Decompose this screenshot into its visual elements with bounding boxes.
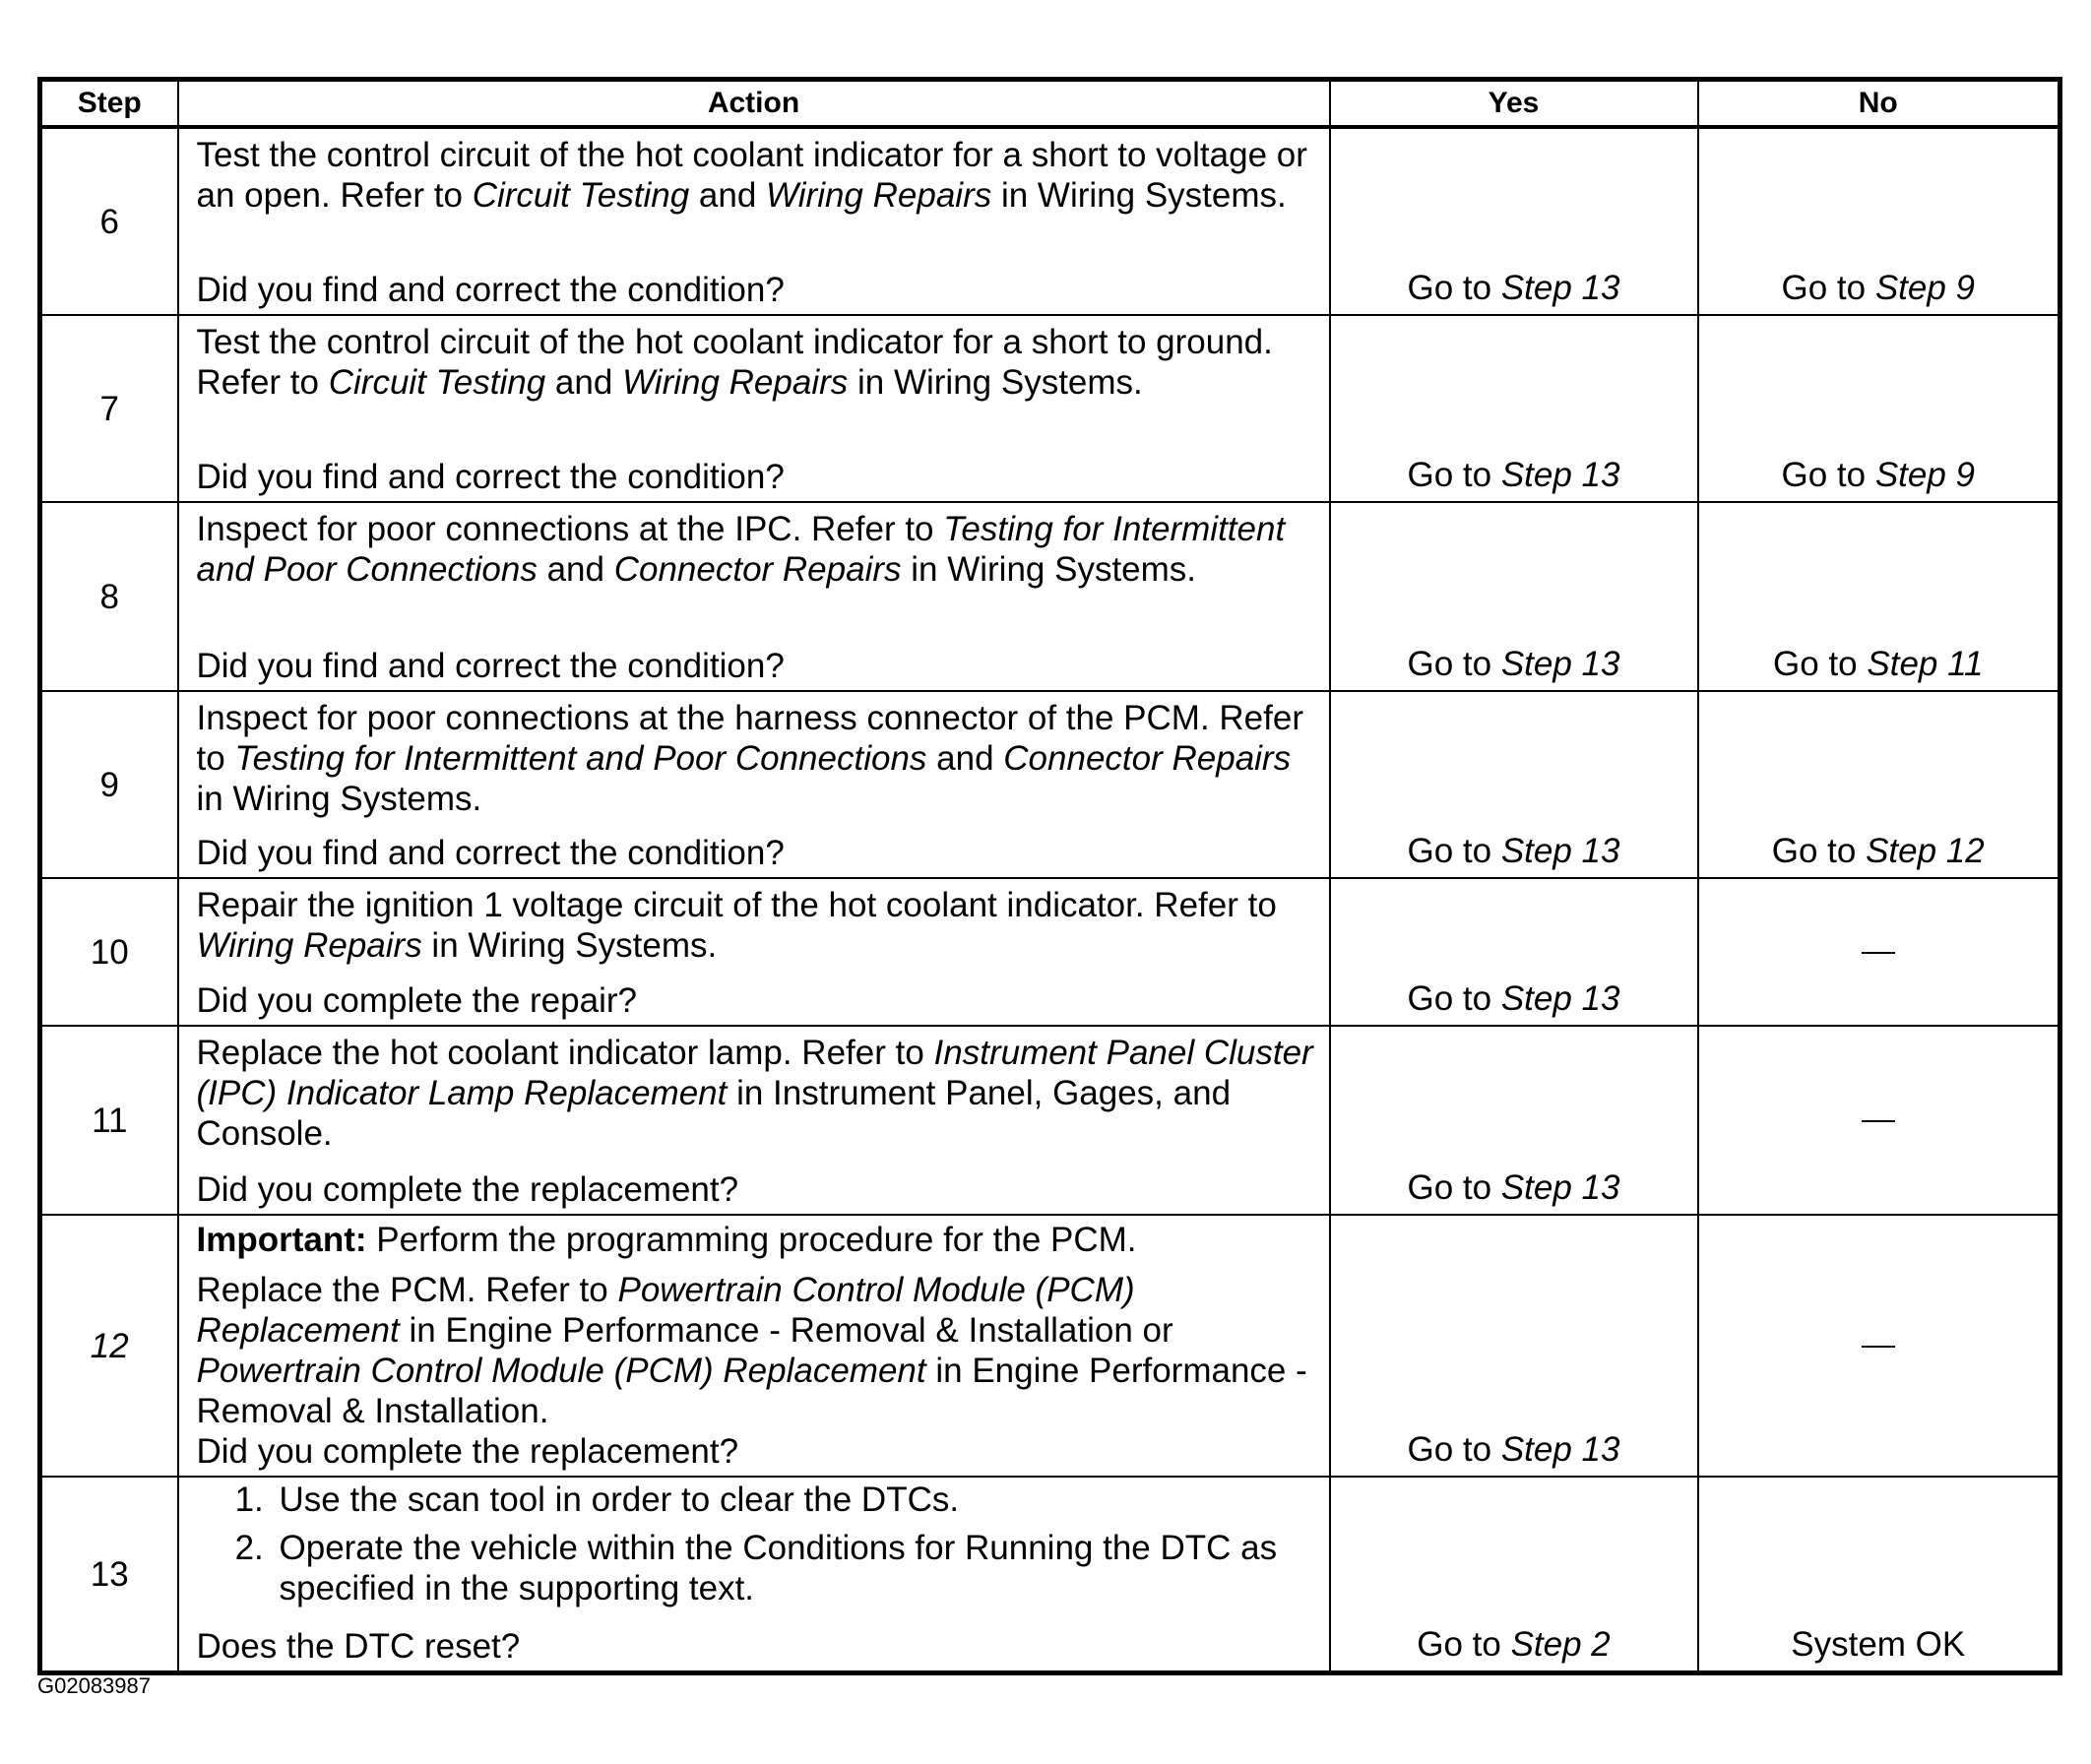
action-question: Did you complete the replacement? xyxy=(196,1432,739,1471)
step-number: 8 xyxy=(40,502,178,691)
action-text xyxy=(197,135,1323,216)
no-result xyxy=(1698,502,2060,691)
dash-mark xyxy=(1862,952,1895,954)
yes-result xyxy=(1330,1026,1698,1215)
action-cell xyxy=(178,1477,1330,1673)
action-cell xyxy=(178,878,1330,1026)
reference-link: Wiring Repairs xyxy=(622,363,849,402)
action-content xyxy=(197,692,1323,877)
action-content xyxy=(197,503,1323,690)
table-row xyxy=(40,1215,2060,1477)
action-fragment: Test the control circuit of the hot coolant indicator for a short to ground. Refer to xyxy=(196,323,1273,402)
goto-text: Go to xyxy=(1773,645,1868,683)
list-item: 1. Use the scan tool in order to clear the DTCs. xyxy=(274,1480,1323,1520)
goto-text: Go to xyxy=(1407,979,1501,1018)
step-reference: Step 12 xyxy=(1866,832,1985,870)
reference-link: Instrument Panel Cluster (IPC) Indicator Lamp Replacement xyxy=(196,1034,1313,1112)
header-no: No xyxy=(1698,80,2060,128)
yes-result xyxy=(1330,878,1698,1026)
action-fragment: and xyxy=(689,176,767,215)
table-row xyxy=(40,127,2060,315)
action-question: Did you find and correct the condition? xyxy=(196,271,785,309)
action-content xyxy=(197,879,1323,1025)
step-reference: Step 9 xyxy=(1874,269,1976,307)
action-question: Did you complete the repair? xyxy=(196,981,637,1020)
reference-link: Connector Repairs xyxy=(1003,739,1292,778)
step-reference: Step 13 xyxy=(1500,645,1620,683)
action-fragment: in Instrument Panel, Gages, and Console. xyxy=(196,1074,1232,1153)
action-cell xyxy=(178,315,1330,502)
no-result: System OK xyxy=(1698,1477,2060,1673)
action-content xyxy=(197,1216,1323,1476)
step-number: 6 xyxy=(40,127,178,315)
step-reference: Step 13 xyxy=(1500,269,1620,307)
action-question: Did you find and correct the condition? xyxy=(196,647,785,685)
no-result xyxy=(1698,691,2060,878)
important-text: Perform the programming procedure for the PCM. xyxy=(366,1221,1137,1259)
goto-text: Go to xyxy=(1407,456,1501,494)
action-body xyxy=(197,316,1323,403)
figure-id: G02083987 xyxy=(37,1673,151,1698)
action-body xyxy=(197,503,1323,590)
action-fragment: in Engine Performance - Removal & Installation or xyxy=(399,1311,1173,1350)
yes-result xyxy=(1330,315,1698,502)
action-text xyxy=(197,698,1323,819)
action-content xyxy=(197,316,1323,501)
reference-link: Circuit Testing xyxy=(472,176,690,215)
yes-result xyxy=(1330,691,1698,878)
action-text xyxy=(197,1033,1323,1154)
no-result xyxy=(1698,878,2060,1026)
action-text xyxy=(197,322,1323,403)
action-text xyxy=(197,885,1323,966)
step-reference: Step 13 xyxy=(1500,1168,1620,1207)
table-row xyxy=(40,1026,2060,1215)
goto-text: Go to xyxy=(1407,645,1501,683)
action-fragment: and xyxy=(926,739,1004,778)
step-number: 13 xyxy=(40,1477,178,1673)
action-text xyxy=(197,1270,1323,1431)
step-reference: Step 2 xyxy=(1510,1625,1611,1664)
action-content xyxy=(197,1027,1323,1214)
action-question: Did you find and correct the condition? xyxy=(196,458,785,496)
dash-mark xyxy=(1862,1346,1895,1348)
goto-text: Go to xyxy=(1417,1625,1511,1664)
step-number: 12 xyxy=(40,1215,178,1477)
table-row xyxy=(40,1477,2060,1673)
action-question: Did you complete the replacement? xyxy=(196,1170,739,1209)
action-fragment: Repair the ignition 1 voltage circuit of the hot coolant indicator. Refer to xyxy=(196,886,1277,924)
action-cell xyxy=(178,502,1330,691)
action-fragment: Test the control circuit of the hot coolant indicator for a short to voltage or an open. Refer to xyxy=(196,136,1307,215)
reference-link: Connector Repairs xyxy=(613,550,902,589)
action-fragment: in Wiring Systems. xyxy=(848,363,1143,402)
reference-link: Testing for Intermittent and Poor Connections xyxy=(196,510,1286,589)
yes-result xyxy=(1330,502,1698,691)
step-number: 7 xyxy=(40,315,178,502)
step-number: 9 xyxy=(40,691,178,878)
goto-text: Go to xyxy=(1407,269,1501,307)
action-cell xyxy=(178,691,1330,878)
goto-text: Go to xyxy=(1781,269,1875,307)
action-fragment: in Wiring Systems. xyxy=(196,780,482,818)
step-reference: Step 13 xyxy=(1500,1430,1620,1469)
goto-text: Go to xyxy=(1781,456,1875,494)
action-content xyxy=(197,1478,1323,1670)
important-note xyxy=(197,1220,1323,1260)
reference-link: Wiring Repairs xyxy=(196,926,422,965)
step-reference: Step 9 xyxy=(1874,456,1976,494)
action-steps-list xyxy=(197,1480,1323,1608)
action-text xyxy=(197,509,1323,590)
action-fragment: and xyxy=(537,550,614,589)
no-result xyxy=(1698,127,2060,315)
table-row xyxy=(40,691,2060,878)
yes-result xyxy=(1330,1477,1698,1673)
action-fragment: in Wiring Systems. xyxy=(991,176,1287,215)
table-row xyxy=(40,878,2060,1026)
action-fragment: Inspect for poor connections at the harness connector of the PCM. Refer to xyxy=(196,699,1303,778)
header-step: Step xyxy=(40,80,178,128)
goto-text: Go to xyxy=(1407,1430,1501,1469)
yes-result xyxy=(1330,1215,1698,1477)
action-body xyxy=(197,692,1323,819)
goto-text: Go to xyxy=(1771,832,1867,870)
step-number: 11 xyxy=(40,1026,178,1215)
action-cell xyxy=(178,127,1330,315)
action-content xyxy=(197,129,1323,314)
action-fragment: in Wiring Systems. xyxy=(421,926,718,965)
reference-link: Powertrain Control Module (PCM) Replacement xyxy=(196,1352,926,1390)
action-body xyxy=(197,1478,1323,1616)
action-question: Does the DTC reset? xyxy=(196,1627,521,1666)
action-cell xyxy=(178,1026,1330,1215)
no-result xyxy=(1698,1026,2060,1215)
dash-mark xyxy=(1862,1120,1895,1122)
action-cell xyxy=(178,1215,1330,1477)
action-fragment: Inspect for poor connections at the IPC. Refer to xyxy=(196,510,944,548)
action-fragment: Replace the hot coolant indicator lamp. Refer to xyxy=(196,1034,934,1072)
step-reference: Step 13 xyxy=(1500,456,1620,494)
action-body xyxy=(197,129,1323,216)
reference-link: Powertrain Control Module (PCM) Replacement xyxy=(196,1271,1135,1350)
diagnostic-table xyxy=(37,77,2062,1675)
header-row xyxy=(40,80,2060,128)
reference-link: Circuit Testing xyxy=(328,363,546,402)
action-fragment: in Engine Performance - Removal & Installation. xyxy=(196,1352,1307,1430)
yes-result xyxy=(1330,127,1698,315)
action-body xyxy=(197,1216,1323,1431)
action-body xyxy=(197,879,1323,966)
table-row xyxy=(40,315,2060,502)
action-fragment: in Wiring Systems. xyxy=(901,550,1197,589)
table-row xyxy=(40,502,2060,691)
step-reference: Step 11 xyxy=(1867,645,1984,683)
table-body xyxy=(40,127,2060,1673)
action-fragment: Replace the PCM. Refer to xyxy=(196,1271,618,1309)
action-fragment: and xyxy=(545,363,623,402)
reference-link: Testing for Intermittent and Poor Connections xyxy=(234,739,927,778)
step-reference: Step 13 xyxy=(1500,832,1620,870)
goto-text: Go to xyxy=(1407,832,1501,870)
important-label: Important: xyxy=(196,1221,367,1259)
header-yes: Yes xyxy=(1330,80,1698,128)
action-body xyxy=(197,1027,1323,1154)
header-action: Action xyxy=(178,80,1330,128)
action-question: Did you find and correct the condition? xyxy=(196,834,785,872)
no-result xyxy=(1698,1215,2060,1477)
step-number: 10 xyxy=(40,878,178,1026)
list-item: 2. Operate the vehicle within the Conditions for Running the DTC as specified in the supporting text. xyxy=(274,1528,1323,1608)
step-reference: Step 13 xyxy=(1500,979,1620,1018)
goto-text: Go to xyxy=(1407,1168,1501,1207)
no-result xyxy=(1698,315,2060,502)
reference-link: Wiring Repairs xyxy=(766,176,992,215)
